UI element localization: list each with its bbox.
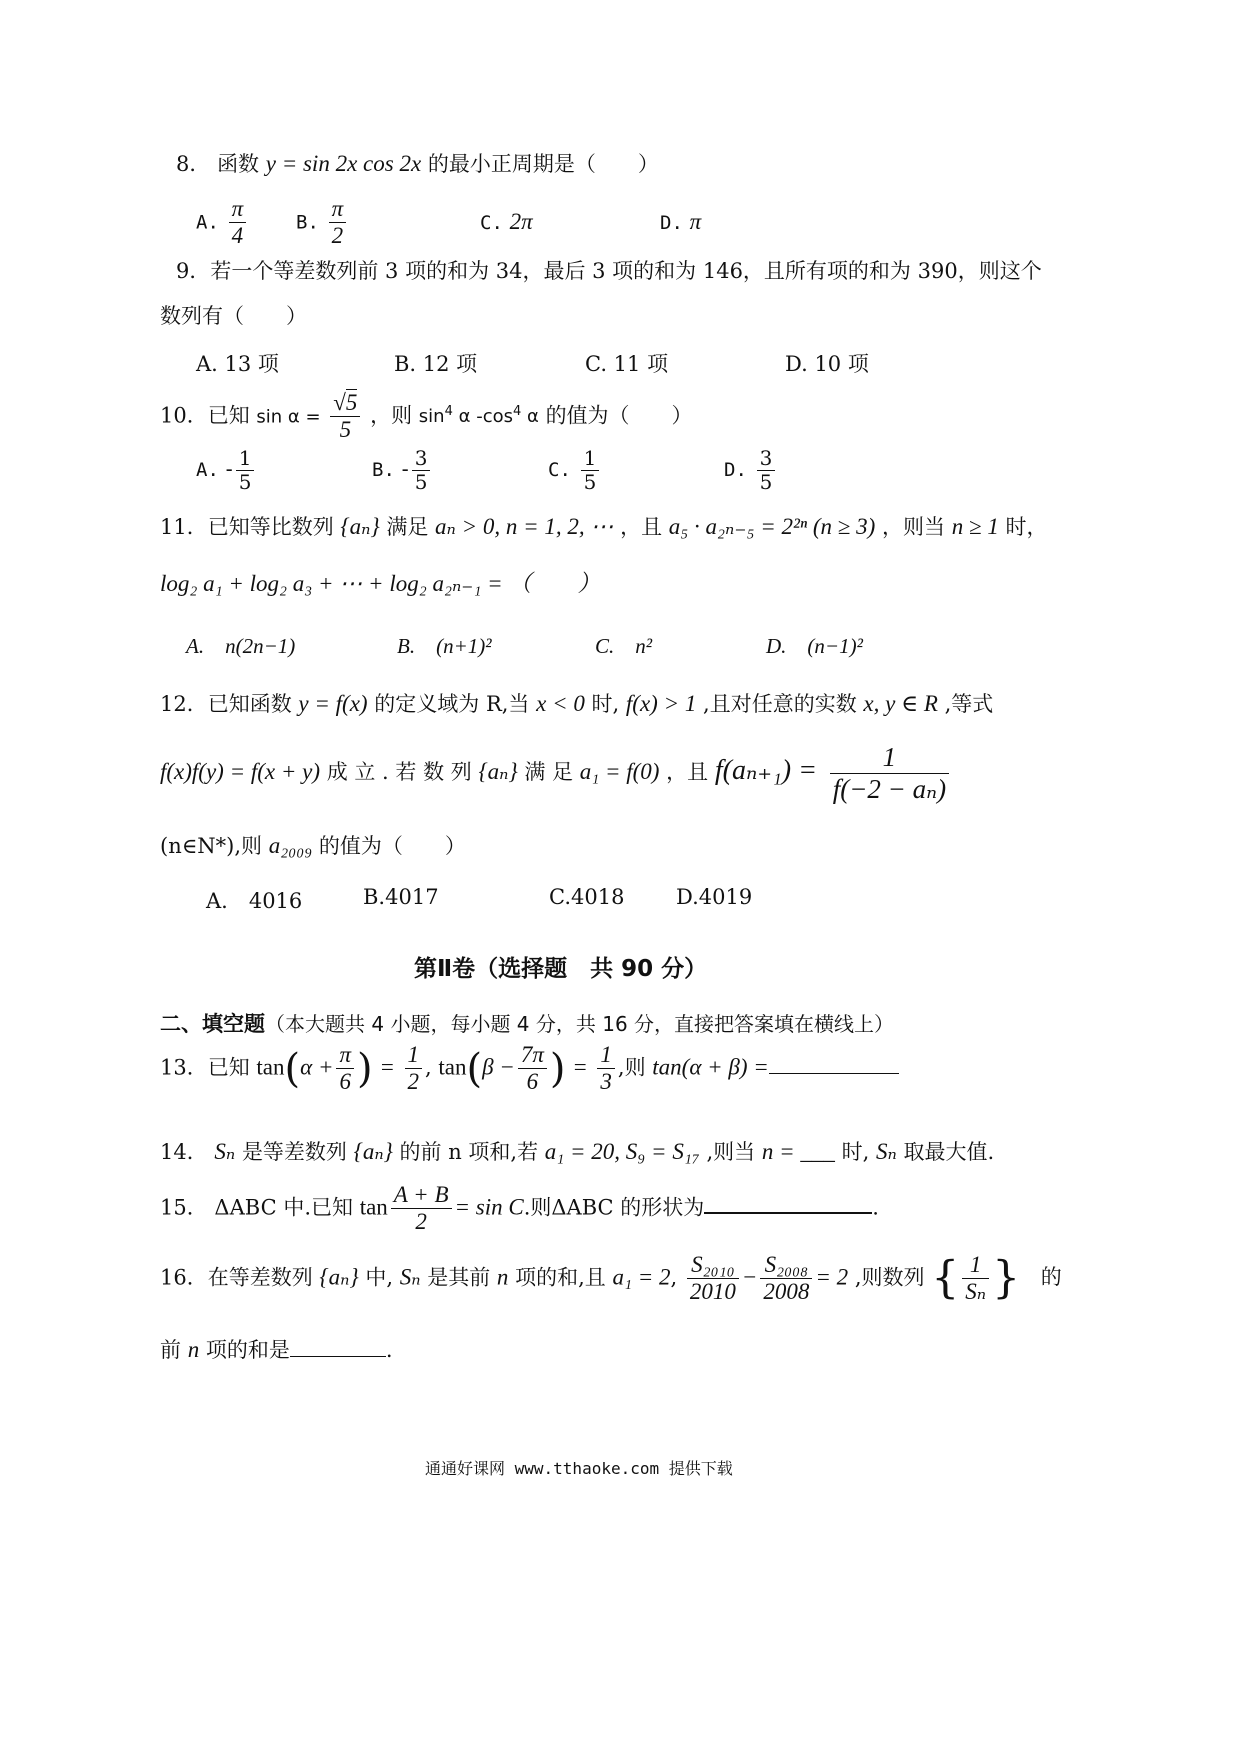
- q11-option-a: A. n(2n−1): [186, 634, 296, 658]
- footer: 通通好课网 www.tthaoke.com 提供下载: [425, 1459, 733, 1478]
- part-2-title: 第Ⅱ卷（选择题 共 90 分）: [414, 956, 708, 982]
- q15-line: [160, 1182, 879, 1236]
- q16-equals: = 2: [815, 1264, 849, 1290]
- fraction-denominator: 5: [414, 470, 428, 494]
- q16-text-b: 是其前: [427, 1265, 491, 1290]
- q12-expr-4: x, y ∈ R: [863, 691, 938, 716]
- q12-option-b: B.4017: [363, 885, 439, 909]
- q16-number: 16．在等差数列: [160, 1265, 313, 1290]
- fraction: [391, 1182, 452, 1236]
- fraction: [760, 1252, 812, 1306]
- q11-option-c: C. n²: [595, 634, 653, 658]
- fraction-denominator: 5: [583, 470, 597, 494]
- q12-sequence: {aₙ}: [478, 759, 518, 785]
- option-sign: -: [225, 457, 233, 481]
- right-brace: }: [992, 1252, 1021, 1304]
- fraction-numerator: π: [229, 196, 247, 223]
- q10-expr-cos: α -cos: [458, 406, 513, 428]
- fraction: [962, 1252, 989, 1306]
- q16-sn: Sₙ: [399, 1264, 421, 1290]
- q16-period: .: [385, 1338, 393, 1362]
- fraction-numerator: S₂₀₀₈: [760, 1252, 812, 1279]
- option-label: C.: [480, 212, 503, 234]
- q12-initial-term: a₁ = f(0): [579, 759, 660, 785]
- option-sign: -: [401, 457, 409, 481]
- fraction: [336, 1042, 354, 1096]
- q15-number: 15．: [160, 1195, 208, 1220]
- q12-functional-equation: f(x)f(y) = f(x + y): [160, 759, 321, 785]
- fraction: [405, 1042, 423, 1096]
- q9-line-1: 9．若一个等差数列前 3 项的和为 34，最后 3 项的和为 146，且所有项的和为 390，则这个: [176, 259, 1042, 283]
- q12-number: 12．已知函数: [160, 692, 292, 716]
- q11-text-a: 满足: [386, 515, 429, 539]
- fraction: [581, 447, 600, 494]
- q15-equation-rhs: = sin C: [454, 1194, 524, 1220]
- fraction: [412, 447, 431, 494]
- q13-tan-1: tan: [256, 1054, 285, 1080]
- q14-sequence: {aₙ}: [353, 1139, 393, 1164]
- q16-initial-term: a₁ = 2: [612, 1264, 671, 1290]
- q16-answer-blank[interactable]: [290, 1338, 386, 1357]
- fraction-numerator: π: [329, 196, 347, 223]
- q12-line-3: [160, 832, 466, 860]
- q15-text-b: .则ΔABC 的形状为: [523, 1195, 705, 1220]
- fraction-numerator: 1: [830, 742, 949, 774]
- q16-text-e: ,则数列: [854, 1265, 925, 1290]
- fraction: [229, 196, 247, 250]
- q12-text-b: 的定义域为 R,当: [374, 692, 530, 716]
- q8-expression: y = sin 2x cos 2x: [265, 151, 422, 176]
- section-2-note: （本大题共 4 小题，每小题 4 分，共 16 分，直接把答案填在横线上）: [265, 1012, 895, 1036]
- q8-text-b: 的最小正周期是（ ）: [427, 152, 659, 176]
- q16-text-f: 的: [1040, 1265, 1062, 1290]
- q12-text-e: ,等式: [944, 692, 994, 716]
- q13-line: [160, 1042, 899, 1096]
- q11-condition-3: n ≥ 1: [951, 514, 999, 539]
- fraction-numerator: π: [336, 1042, 354, 1069]
- option-label: A.: [196, 459, 219, 481]
- q13-text-tail: ,则: [617, 1055, 646, 1080]
- fraction-numerator: 3: [412, 447, 431, 471]
- q10-expr-power: 4: [444, 404, 453, 420]
- q13-alpha-plus: α +: [300, 1054, 334, 1080]
- fraction-denominator: 2: [415, 1209, 427, 1235]
- q11-text-b: ，且: [620, 515, 663, 539]
- q8-option-c: [480, 209, 533, 235]
- q14-condition: a₁ = 20, S₉ = S₁₇: [544, 1139, 700, 1164]
- fraction-denominator: Sₙ: [965, 1279, 987, 1305]
- q12-text-d: ,且对任意的实数: [703, 692, 857, 716]
- fraction-denominator: 3: [600, 1069, 612, 1095]
- fraction: [757, 447, 776, 494]
- q13-separator: ,: [425, 1055, 432, 1080]
- q16-text-c: 项的和,且: [515, 1265, 606, 1290]
- q10-sin-alpha: sin α =: [256, 406, 321, 428]
- q10-option-d: [724, 447, 778, 494]
- q12-expr-2: x < 0: [536, 691, 585, 716]
- fraction-numerator: 1: [597, 1042, 615, 1069]
- fraction-denominator: 5: [339, 417, 352, 443]
- q8-number: 8．: [176, 152, 211, 176]
- q16-text-a: 中,: [365, 1265, 394, 1290]
- q10-text-mid: ，则: [370, 403, 413, 428]
- q12-text-b2: 满 足: [524, 760, 574, 785]
- q10-expr-sin: sin: [418, 406, 445, 428]
- left-brace: {: [931, 1252, 960, 1304]
- fraction: [687, 1252, 739, 1306]
- q16-line-2: [160, 1336, 393, 1364]
- q10-option-a: [196, 447, 257, 494]
- fraction: [330, 390, 360, 444]
- fraction: [518, 1042, 547, 1096]
- q10-expr-power: 4: [512, 404, 522, 420]
- q13-equals-2: =: [572, 1054, 588, 1080]
- q16-n-2: n: [187, 1337, 200, 1362]
- q16-n: n: [496, 1264, 509, 1290]
- q13-tan-2: tan: [438, 1054, 467, 1080]
- q15-answer-blank[interactable]: [704, 1194, 872, 1214]
- q12-target-term: a₂₀₀₉: [268, 833, 313, 858]
- fraction-numerator: 1: [962, 1252, 989, 1279]
- q9-option-c: C. 11 项: [585, 352, 669, 376]
- q14-text-b: 的前 n 项和,若: [399, 1140, 539, 1164]
- q13-answer-blank[interactable]: [769, 1055, 899, 1074]
- q12-expr-3: f(x) > 1: [625, 691, 697, 716]
- left-paren: (: [466, 1045, 483, 1092]
- q14-text-e: 取最大值.: [903, 1140, 995, 1164]
- q10-option-b: [372, 447, 433, 494]
- fraction-denominator: 2010: [689, 1279, 736, 1305]
- q11-option-b: B. (n+1)²: [397, 634, 492, 658]
- option-label: B.: [372, 459, 395, 481]
- fraction-denominator: 6: [526, 1069, 539, 1095]
- q11-condition-2: a₅ · a₂ₙ₋₅ = 2²ⁿ (n ≥ 3): [668, 514, 876, 539]
- option-value: π: [689, 209, 702, 234]
- fraction: [830, 742, 949, 805]
- q10-option-c: [548, 447, 602, 494]
- q16-line-1: [160, 1252, 1062, 1306]
- q12-option-c: C.4018: [549, 885, 625, 909]
- fraction: [329, 196, 347, 250]
- fraction-numerator: 1: [236, 447, 255, 471]
- fraction-denominator: 2: [407, 1069, 420, 1095]
- q12-option-d: D.4019: [676, 885, 753, 909]
- q15-tan: tan: [359, 1194, 388, 1220]
- fraction-denominator: 2: [331, 223, 344, 249]
- sqrt-radicand: 5: [345, 390, 358, 415]
- q12-line-2: [160, 742, 952, 805]
- q9-option-a: A. 13 项: [196, 352, 279, 376]
- q10-expression: [419, 406, 539, 427]
- q8-option-d: [660, 209, 701, 235]
- option-label: D.: [724, 459, 747, 481]
- fraction: [597, 1042, 615, 1096]
- q13-beta-minus: β −: [482, 1054, 515, 1080]
- q9-option-d: D. 10 项: [785, 352, 869, 376]
- q11-line-1: [160, 513, 1048, 541]
- fraction-numerator: 7π: [518, 1042, 547, 1069]
- q14-text-a: 是等差数列: [241, 1140, 347, 1164]
- q15-period: .: [872, 1195, 879, 1220]
- fraction-denominator: 5: [759, 470, 773, 494]
- fraction-denominator: 2008: [763, 1279, 810, 1305]
- left-paren: (: [284, 1045, 301, 1092]
- q12-option-a: A. 4016: [206, 889, 303, 913]
- q12-text-a3: (n∈N*),则: [160, 834, 263, 858]
- q9-line-2: 数列有（ ）: [160, 304, 307, 328]
- q12-text-a: 成 立 . 若 数 列: [326, 760, 472, 785]
- right-paren: ): [357, 1045, 373, 1092]
- fraction-denominator: 5: [238, 470, 252, 494]
- q14-text-c: ,则当: [706, 1140, 756, 1164]
- fraction-denominator: f(−2 − aₙ): [832, 774, 947, 805]
- q13-equals-1: =: [379, 1054, 395, 1080]
- q12-line-1: [160, 690, 993, 718]
- q9-option-b: B. 12 项: [394, 352, 478, 376]
- fraction: [236, 447, 255, 494]
- q14-sn-2: Sₙ: [875, 1139, 897, 1164]
- q14-line: [160, 1138, 994, 1166]
- q10-text-tail: 的值为（ ）: [545, 403, 693, 428]
- q10-number: 10．已知: [160, 403, 250, 428]
- q11-option-d: D. (n−1)²: [766, 634, 863, 658]
- q8-option-b: [296, 196, 349, 250]
- q8-text-a: 函数: [217, 152, 260, 176]
- q14-sn: Sₙ: [214, 1139, 236, 1164]
- section-2-heading: [160, 1008, 894, 1038]
- q8-option-a: [196, 196, 249, 250]
- q16-comma: ,: [670, 1265, 678, 1290]
- q12-recurrence-lhs: f(aₙ₊₁) =: [714, 755, 818, 787]
- q13-number: 13．已知: [160, 1055, 250, 1080]
- q13-question: tan(α + β) =: [652, 1054, 769, 1080]
- option-value: 2π: [509, 209, 533, 234]
- fraction-denominator: 6: [339, 1069, 351, 1095]
- fraction-numerator: 3: [757, 447, 776, 471]
- q10-expr-alpha: α: [527, 406, 539, 428]
- q16-text-a2: 前: [160, 1338, 181, 1362]
- fraction-denominator: 4: [231, 223, 244, 249]
- q15-text-a: ΔABC 中.已知: [214, 1195, 353, 1220]
- fraction-numerator: S₂₀₁₀: [687, 1252, 739, 1279]
- fraction-numerator: 1: [581, 447, 600, 471]
- q12-expr-1: y = f(x): [298, 691, 368, 716]
- q10-stem: [160, 390, 693, 444]
- q12-text-b3: 的值为（ ）: [318, 834, 466, 858]
- q16-sequence: {aₙ}: [319, 1264, 359, 1290]
- fraction-numerator: 1: [405, 1042, 423, 1069]
- section-2-title: 二、填空题: [160, 1012, 265, 1036]
- option-label: B.: [296, 211, 319, 234]
- option-label: D.: [660, 212, 683, 234]
- q14-answer-blank: n = ___: [761, 1139, 835, 1164]
- q12-text-c: 时,: [591, 692, 620, 716]
- q14-number: 14．: [160, 1140, 208, 1164]
- fraction-numerator: √5: [330, 390, 360, 417]
- q11-text-c: ，则当: [882, 515, 946, 539]
- q14-text-d: 时,: [841, 1140, 870, 1164]
- option-label: A.: [196, 211, 219, 234]
- right-paren: ): [549, 1045, 566, 1092]
- fraction-numerator: A + B: [391, 1182, 452, 1209]
- q11-number: 11．已知等比数列: [160, 515, 334, 539]
- option-label: C.: [548, 459, 571, 481]
- q12-text-c2: ，且: [666, 760, 709, 785]
- q16-text-b2: 项的和是: [205, 1338, 290, 1362]
- q8-stem: [176, 150, 659, 178]
- q11-sequence: {aₙ}: [340, 514, 380, 539]
- q11-text-d: 时，: [1005, 515, 1048, 539]
- q16-minus: −: [741, 1264, 758, 1290]
- q11-line-2: log₂ a₁ + log₂ a₃ + ⋯ + log₂ a₂ₙ₋₁ = （ ）: [160, 571, 601, 596]
- q11-condition-1: aₙ > 0, n = 1, 2, ⋯: [435, 514, 614, 539]
